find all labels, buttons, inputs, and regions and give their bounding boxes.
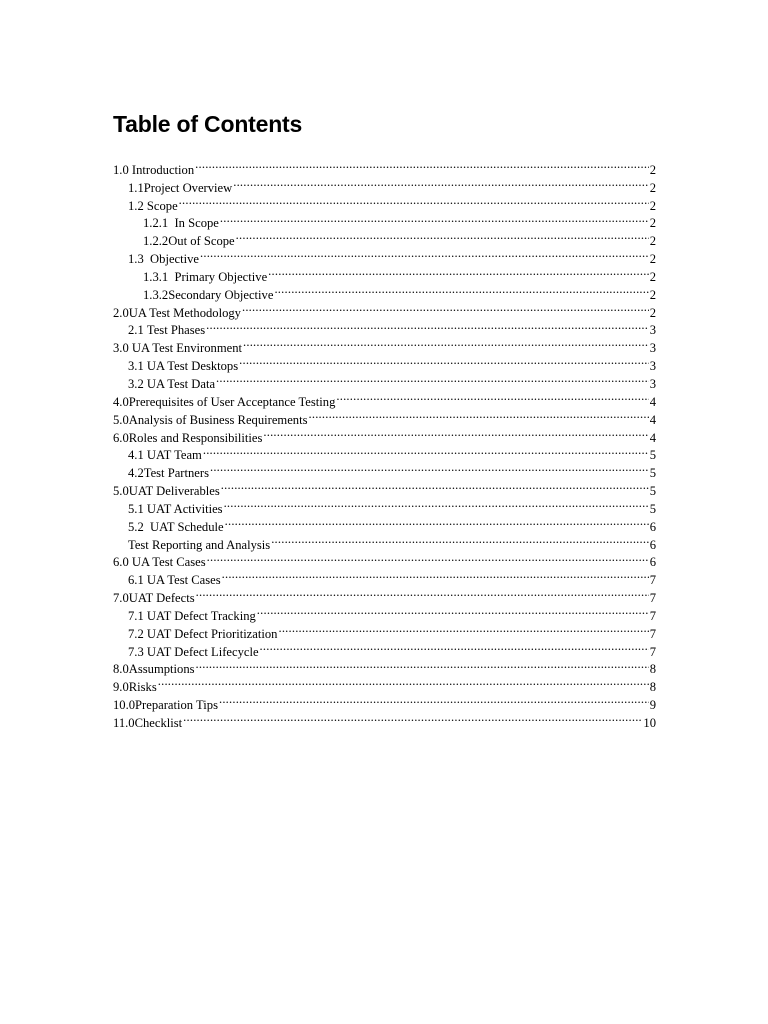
toc-entry-number: 1.0: [113, 162, 132, 177]
toc-entry-page-number: 4: [649, 394, 656, 409]
toc-entry-label: Introduction: [131, 162, 195, 177]
toc-entry-label: In Scope: [174, 216, 219, 231]
toc-entry-label: UAT Deliverables: [128, 484, 220, 499]
toc-entry-number: 1.2.2: [143, 234, 169, 249]
toc-entry-label: UAT Activities: [146, 501, 223, 516]
toc-entry-number: 5.0: [113, 412, 129, 427]
toc-entry-1[interactable]: [113, 156, 656, 177]
toc-dot-leader: [257, 602, 649, 620]
toc-dot-leader: [207, 549, 649, 567]
toc-entry-page-number: 4: [649, 412, 656, 427]
page-title: Table of Contents: [113, 111, 303, 137]
toc-entry-4[interactable]: [113, 210, 656, 231]
toc-entry-label: Out of Scope: [168, 234, 235, 249]
toc-entry-label: Test Reporting and Analysis: [128, 537, 271, 552]
toc-entry-number: 11.0: [113, 716, 135, 730]
toc-entry-label: UAT Defects: [128, 591, 195, 606]
toc-dot-leader: [233, 174, 648, 192]
toc-entry-number: 1.1: [128, 180, 144, 195]
toc-entry-label: Primary Objective: [174, 269, 268, 284]
toc-entry-label: UA Test Environment: [131, 341, 243, 356]
toc-entry-page-number: 3: [649, 323, 656, 338]
toc-entry-label: Project Overview: [143, 180, 233, 195]
toc-entry-label: Assumptions: [128, 662, 195, 677]
toc-dot-leader: [224, 495, 649, 513]
toc-entry-page-number: 5: [649, 448, 656, 463]
toc-entry-page-number: 2: [649, 180, 656, 195]
toc-entry-label: UA Test Desktops: [146, 359, 239, 374]
toc-entry-number: 2.1: [128, 323, 147, 338]
toc-dot-leader: [216, 370, 649, 388]
toc-dot-leader: [196, 656, 649, 674]
toc-entry-label: Preparation Tips: [135, 698, 218, 713]
toc-entry-page-number: 3: [649, 341, 656, 356]
toc-entry-number: 6.0: [113, 430, 129, 445]
toc-entry-label: Secondary Objective: [168, 287, 274, 302]
toc-dot-leader: [274, 281, 648, 299]
toc-entry-page-number: 7: [649, 644, 656, 659]
toc-entry-number: 5.2: [128, 519, 151, 534]
toc-dot-leader: [195, 156, 649, 174]
toc-entry-32[interactable]: [113, 709, 656, 730]
toc-dot-leader: [179, 192, 649, 210]
toc-dot-leader: [309, 406, 649, 424]
toc-entry-number: 1.3.2: [143, 287, 169, 302]
toc-entry-page-number: 2: [649, 234, 656, 249]
toc-entry-label: UA Test Cases: [131, 555, 206, 570]
toc-dot-leader: [268, 263, 649, 281]
toc-dot-leader: [278, 620, 648, 638]
toc-dot-leader: [206, 317, 649, 335]
toc-dot-leader: [196, 584, 649, 602]
toc-dot-leader: [200, 245, 649, 263]
toc-entry-page-number: 6: [649, 555, 656, 570]
toc-entry-number: 1.2.1: [143, 216, 175, 231]
toc-entry-page-number: 8: [649, 680, 656, 695]
toc-entry-number: 5.1: [128, 501, 147, 516]
toc-entry-label: UAT Schedule: [150, 519, 224, 534]
toc-entry-label: UAT Team: [146, 448, 202, 463]
toc-entry-label: Analysis of Business Requirements: [128, 412, 308, 427]
toc-entry-number: 6.1: [128, 573, 147, 588]
toc-entry-number: 1.3.1: [143, 269, 175, 284]
toc-entry-number: 5.0: [113, 484, 129, 499]
toc-entry-3[interactable]: [113, 192, 656, 213]
toc-entry-page-number: 6: [649, 537, 656, 552]
toc-dot-leader: [221, 477, 649, 495]
toc-dot-leader: [271, 531, 649, 549]
toc-entry-number: 4.1: [128, 448, 147, 463]
toc-entry-page-number: 5: [649, 484, 656, 499]
toc-entry-page-number: 10: [643, 716, 656, 730]
toc-entry-number: 2.0: [113, 305, 129, 320]
toc-entry-30[interactable]: [113, 673, 656, 695]
toc-entry-page-number: 6: [649, 519, 656, 534]
toc-entry-page-number: 7: [649, 608, 656, 623]
toc-entry-number: 7.2: [128, 626, 147, 641]
toc-entry-label: Test Partners: [143, 466, 209, 481]
toc-entry-number: 7.0: [113, 591, 129, 606]
toc-dot-leader: [210, 459, 649, 477]
toc-dot-leader: [219, 691, 649, 709]
toc-entry-number: 1.3: [128, 252, 151, 267]
toc-dot-leader: [183, 709, 642, 727]
toc-entry-number: 4.2: [128, 466, 144, 481]
toc-entry-page-number: 2: [649, 305, 656, 320]
toc-entry-number: 7.1: [128, 608, 147, 623]
toc-entry-label: UA Test Cases: [146, 573, 221, 588]
toc-entry-label: UAT Defect Tracking: [146, 608, 256, 623]
toc-entry-page-number: 2: [649, 287, 656, 302]
toc-dot-leader: [203, 442, 649, 460]
toc-entry-page-number: 3: [649, 359, 656, 374]
toc-entry-label: UAT Defect Prioritization: [146, 626, 278, 641]
toc-entry-label: UA Test Data: [146, 376, 216, 391]
table-of-contents: [113, 156, 656, 730]
toc-entry-number: 9.0: [113, 680, 129, 695]
toc-entry-page-number: 2: [649, 162, 656, 177]
toc-entry-label: Prerequisites of User Acceptance Testing: [128, 394, 336, 409]
toc-entry-page-number: 3: [649, 376, 656, 391]
toc-entry-number: 7.3: [128, 644, 147, 659]
toc-dot-leader: [236, 227, 649, 245]
toc-entry-2[interactable]: [113, 174, 656, 195]
toc-entry-label: Objective: [150, 252, 200, 267]
toc-entry-number: 3.1: [128, 359, 147, 374]
toc-entry-number: 1.2: [128, 198, 147, 213]
toc-entry-page-number: 9: [649, 698, 656, 713]
toc-entry-page-number: 2: [649, 198, 656, 213]
toc-entry-page-number: 2: [649, 216, 656, 231]
toc-entry-label: Scope: [146, 198, 178, 213]
toc-dot-leader: [158, 673, 649, 691]
toc-entry-page-number: 2: [649, 269, 656, 284]
toc-entry-page-number: 4: [649, 430, 656, 445]
toc-dot-leader: [222, 566, 649, 584]
toc-dot-leader: [239, 352, 649, 370]
toc-entry-number: 10.0: [113, 698, 136, 713]
toc-dot-leader: [243, 334, 649, 352]
toc-dot-leader: [225, 513, 649, 531]
toc-entry-label: Roles and Responsibilities: [128, 430, 263, 445]
toc-entry-label: Test Phases: [146, 323, 206, 338]
toc-entry-31[interactable]: [113, 691, 656, 713]
toc-entry-label: Checklist: [134, 716, 183, 730]
toc-dot-leader: [260, 638, 649, 656]
toc-entry-label: UAT Defect Lifecycle: [146, 644, 259, 659]
toc-dot-leader: [263, 424, 648, 442]
toc-entry-page-number: 8: [649, 662, 656, 677]
toc-entry-page-number: 7: [649, 626, 656, 641]
toc-entry-number: 8.0: [113, 662, 129, 677]
toc-entry-page-number: 5: [649, 466, 656, 481]
toc-entry-number: 3.0: [113, 341, 132, 356]
toc-dot-leader: [336, 388, 648, 406]
toc-entry-page-number: 5: [649, 501, 656, 516]
toc-entry-page-number: 2: [649, 252, 656, 267]
toc-entry-number: 6.0: [113, 555, 132, 570]
toc-entry-page-number: 7: [649, 573, 656, 588]
toc-entry-number: 3.2: [128, 376, 147, 391]
toc-entry-page-number: 7: [649, 591, 656, 606]
toc-dot-leader: [242, 299, 649, 317]
toc-dot-leader: [220, 210, 649, 228]
toc-entry-number: 4.0: [113, 394, 129, 409]
toc-entry-label: Risks: [128, 680, 157, 695]
toc-entry-label: UA Test Methodology: [128, 305, 241, 320]
